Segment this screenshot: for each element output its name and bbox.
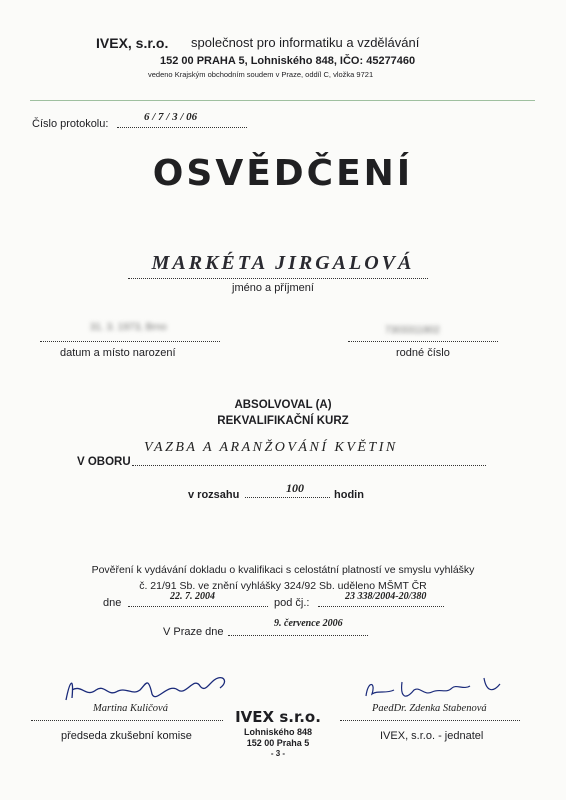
name-label: jméno a příjmení	[232, 282, 314, 294]
field-label: V OBORU	[77, 456, 131, 468]
left-signature-dots	[31, 720, 223, 721]
scope-hours: 100	[286, 481, 304, 495]
auth-ref-label: pod čj.:	[274, 597, 310, 609]
id-label: rodné číslo	[396, 347, 450, 359]
auth-line2: č. 21/91 Sb. ve znění vyhlášky 324/92 Sb. uděleno MŠMT ČR	[139, 580, 427, 592]
protocol-dots	[117, 127, 247, 128]
name-dots	[128, 278, 428, 279]
right-signer-name: PaedDr. Zdenka Stabenová	[372, 703, 487, 714]
stamp-street: Lohniského 848	[243, 727, 313, 737]
birth-label: datum a místo narození	[60, 347, 176, 359]
place-dots	[228, 635, 368, 636]
company-stamp	[223, 708, 333, 758]
stamp-name: IVEX s.r.o.	[235, 708, 321, 726]
birth-value: 31. 3. 1973, Brno	[90, 322, 167, 333]
scope-suffix: hodin	[334, 489, 364, 501]
protocol-value: 6 / 7 / 3 / 06	[144, 111, 198, 123]
auth-line1: Pověření k vydávání dokladu o kvalifikaci s celostátní platností ve smyslu vyhlášky	[91, 564, 475, 576]
auth-ref-dots	[318, 606, 444, 607]
auth-date-label: dne	[103, 597, 122, 609]
company-name: IVEX, s.r.o.	[96, 35, 169, 51]
company-registry: vedeno Krajským obchodním soudem v Praze, oddíl C, vložka 9721	[148, 70, 374, 79]
stamp-number: - 3 -	[270, 749, 286, 758]
field-dots	[132, 465, 486, 466]
auth-date-value: 22. 7. 2004	[170, 591, 215, 602]
header-divider	[30, 100, 535, 101]
id-dots	[348, 341, 498, 342]
company-address: 152 00 PRAHA 5, Lohniského 848, IČO: 45277460	[160, 55, 416, 67]
auth-ref-value: 23 338/2004-20/380	[345, 591, 427, 602]
company-tagline: společnost pro informatiku a vzdělávání	[191, 35, 420, 50]
scope-prefix: v rozsahu	[188, 489, 240, 501]
left-signer-name: Martina Kuličová	[93, 703, 168, 714]
id-value: 7303311802	[385, 325, 440, 336]
right-signature-dots	[340, 720, 520, 721]
course-line2: REKVALIFIKAČNÍ KURZ	[217, 415, 349, 427]
left-signer-role: předseda zkušební komise	[61, 730, 192, 742]
right-signer-role: IVEX, s.r.o. - jednatel	[380, 730, 484, 742]
place-label: V Praze dne	[163, 626, 224, 638]
auth-date-dots	[128, 606, 268, 607]
place-value: 9. července 2006	[274, 618, 343, 629]
birth-dots	[40, 341, 220, 342]
holder-name: MARKÉTA JIRGALOVÁ	[151, 252, 415, 274]
course-line1: ABSOLVOVAL (A)	[234, 399, 332, 411]
document-title: OSVĚDČENÍ	[152, 153, 414, 194]
field-value: VAZBA A ARANŽOVÁNÍ KVĚTIN	[144, 440, 398, 455]
scope-dots	[245, 497, 330, 498]
stamp-city: 152 00 Praha 5	[246, 738, 310, 748]
protocol-label: Číslo protokolu:	[32, 118, 109, 130]
